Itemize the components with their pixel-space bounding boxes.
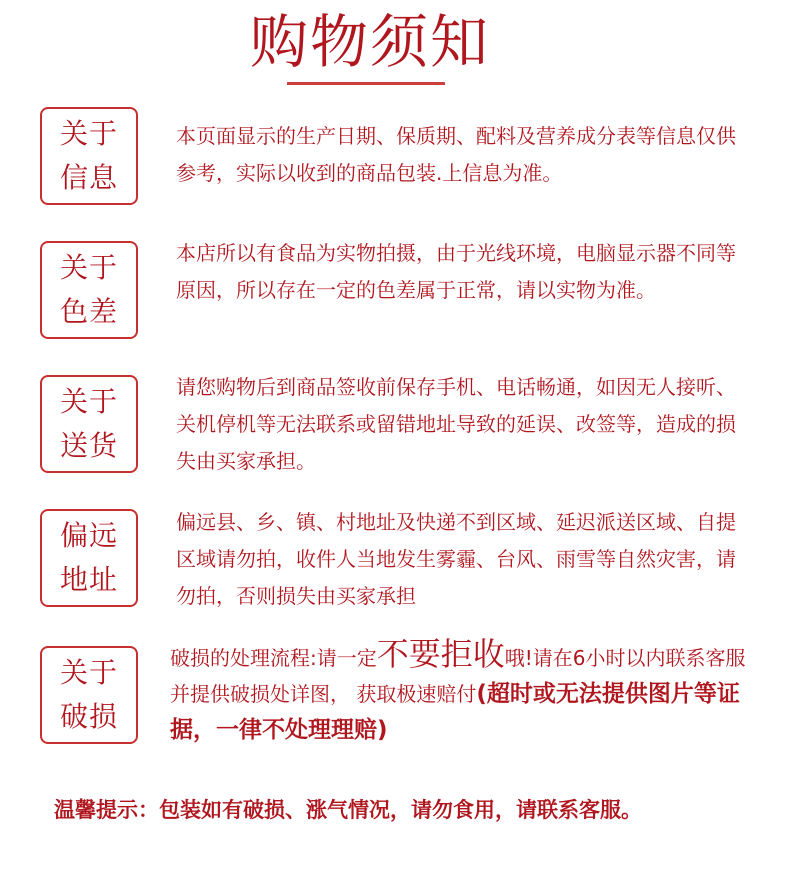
page-title: 购物须知 [249, 8, 490, 76]
section-text-color: 本店所以有食品为实物拍摄，由于光线环境，电脑显示器不同等原因，所以存在一定的色差属于正常，请以实物为准。 [176, 241, 736, 302]
label-line1: 关于 [59, 656, 118, 689]
label-box-info [40, 107, 138, 205]
label-line1: 关于 [59, 117, 118, 150]
title-underline [287, 82, 445, 85]
label-box-remote [40, 509, 138, 607]
label-line2: 破损 [59, 700, 118, 733]
label-line1: 关于 [59, 251, 118, 284]
section-text-info: 本页面显示的生产日期、保质期、配料及营养成分表等信息仅供参考，实际以收到的商品包装.上信息为准。 [176, 124, 736, 185]
label-box-color [40, 241, 138, 339]
label-line2: 送货 [59, 429, 118, 462]
label-line1: 关于 [59, 385, 118, 418]
damage-text-bold: (超时或无法提供图片等证据，一律不处理理赔) [170, 681, 740, 743]
label-line1: 偏远 [59, 519, 118, 552]
warm-tip: 温馨提示：包装如有破损、涨气情况，请勿食用，请联系客服。 [54, 798, 642, 822]
label-box-damage [40, 646, 138, 744]
section-text-delivery: 请您购物后到商品签收前保存手机、电话畅通，如因无人接听、关机停机等无法联系或留错地址导致的延误、改签等，造成的损失由买家承担。 [176, 375, 736, 473]
damage-text-part2: 哦!请在6小时以内联系客服并提供破损处详图， 获取极速赔付 [170, 646, 746, 706]
label-line2: 色差 [59, 295, 118, 328]
damage-text-emphasis: 不要拒收 [376, 635, 505, 673]
label-line2: 信息 [59, 161, 118, 194]
section-text-remote: 偏远县、乡、镇、村地址及快递不到区域、延迟派送区域、自提区域请勿拍，收件人当地发生雾霾、台风、雨雪等自然灾害，请勿拍，否则损失由买家承担 [176, 510, 736, 608]
label-box-delivery [40, 375, 138, 473]
damage-text-part1: 破损的处理流程:请一定 [170, 646, 377, 670]
section-text-damage [170, 636, 760, 748]
label-line2: 地址 [59, 563, 118, 596]
